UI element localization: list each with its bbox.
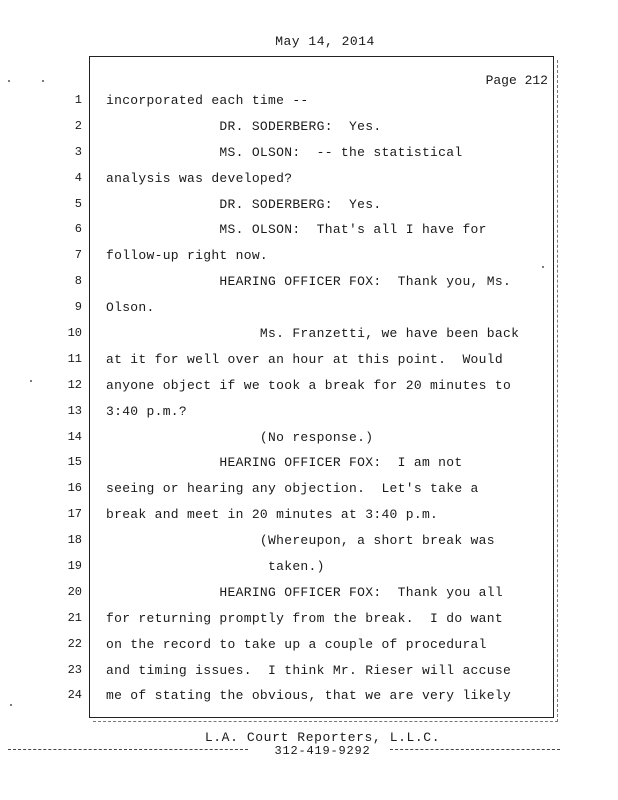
transcript-line: and timing issues. I think Mr. Rieser will accuse: [106, 662, 512, 678]
line-number: 17: [67, 507, 82, 522]
transcript-text: [106, 92, 546, 713]
footer-reporter: L.A. Court Reporters, L.L.C.: [204, 730, 441, 745]
transcript-line: DR. SODERBERG: Yes.: [106, 118, 382, 134]
transcript-line: HEARING OFFICER FOX: Thank you all: [106, 584, 503, 600]
scan-speck: [42, 80, 44, 82]
transcript-line: Ms. Franzetti, we have been back: [106, 326, 520, 342]
transcript-line: seeing or hearing any objection. Let's take a: [106, 481, 479, 497]
transcript-line: at it for well over an hour at this point. Would: [106, 351, 503, 367]
line-number: 9: [74, 300, 82, 315]
transcript-line: anyone object if we took a break for 20 minutes to: [106, 377, 512, 393]
scan-speck: [8, 80, 10, 82]
line-number: 18: [67, 533, 82, 548]
line-number: 23: [67, 662, 82, 677]
line-number: 8: [74, 274, 82, 289]
scan-speck: [30, 380, 32, 382]
transcript-line: HEARING OFFICER FOX: I am not: [106, 455, 463, 471]
line-number: 20: [67, 584, 82, 599]
transcript-line: (No response.): [106, 429, 374, 445]
line-number: 7: [74, 248, 82, 263]
transcript-line: analysis was developed?: [106, 170, 293, 186]
line-number: 12: [67, 377, 82, 392]
page-number: Page 212: [485, 73, 548, 88]
transcript-line: DR. SODERBERG: Yes.: [106, 196, 382, 212]
line-number: 6: [74, 222, 82, 237]
transcript-line: on the record to take up a couple of procedural: [106, 636, 487, 652]
scan-speck: [542, 266, 544, 268]
header-date: May 14, 2014: [275, 34, 375, 49]
line-number: 24: [67, 688, 82, 703]
scan-speck: [10, 704, 12, 706]
line-number: 10: [67, 326, 82, 341]
transcript-line: me of stating the obvious, that we are very likely: [106, 688, 512, 704]
footer-phone: 312-419-9292: [274, 744, 371, 758]
transcript-line: incorporated each time --: [106, 93, 309, 108]
line-number: 22: [67, 636, 82, 651]
transcript-line: (Whereupon, a short break was: [106, 533, 495, 549]
line-number: 3: [74, 144, 82, 159]
line-number: 13: [67, 403, 82, 418]
transcript-line: taken.): [106, 559, 325, 575]
line-number: 19: [67, 559, 82, 574]
transcript-line: break and meet in 20 minutes at 3:40 p.m.: [106, 507, 439, 523]
line-number: 15: [67, 455, 82, 470]
line-number: 21: [67, 610, 82, 625]
line-number: 5: [74, 196, 82, 211]
transcript-line: HEARING OFFICER FOX: Thank you, Ms.: [106, 274, 512, 290]
transcript-line: for returning promptly from the break. I do want: [106, 610, 503, 626]
line-number: 4: [74, 170, 82, 185]
transcript-line: MS. OLSON: That's all I have for: [106, 222, 487, 238]
transcript-line: 3:40 p.m.?: [106, 403, 188, 419]
line-number: 2: [74, 118, 82, 133]
transcript-line: MS. OLSON: -- the statistical: [106, 144, 463, 160]
line-number: 1: [74, 93, 82, 107]
transcript-line: follow-up right now.: [106, 248, 269, 264]
line-number: 14: [67, 429, 82, 444]
line-number: 11: [67, 351, 82, 366]
line-number-column: [60, 92, 82, 713]
line-number: 16: [67, 481, 82, 496]
transcript-line: Olson.: [106, 300, 155, 316]
